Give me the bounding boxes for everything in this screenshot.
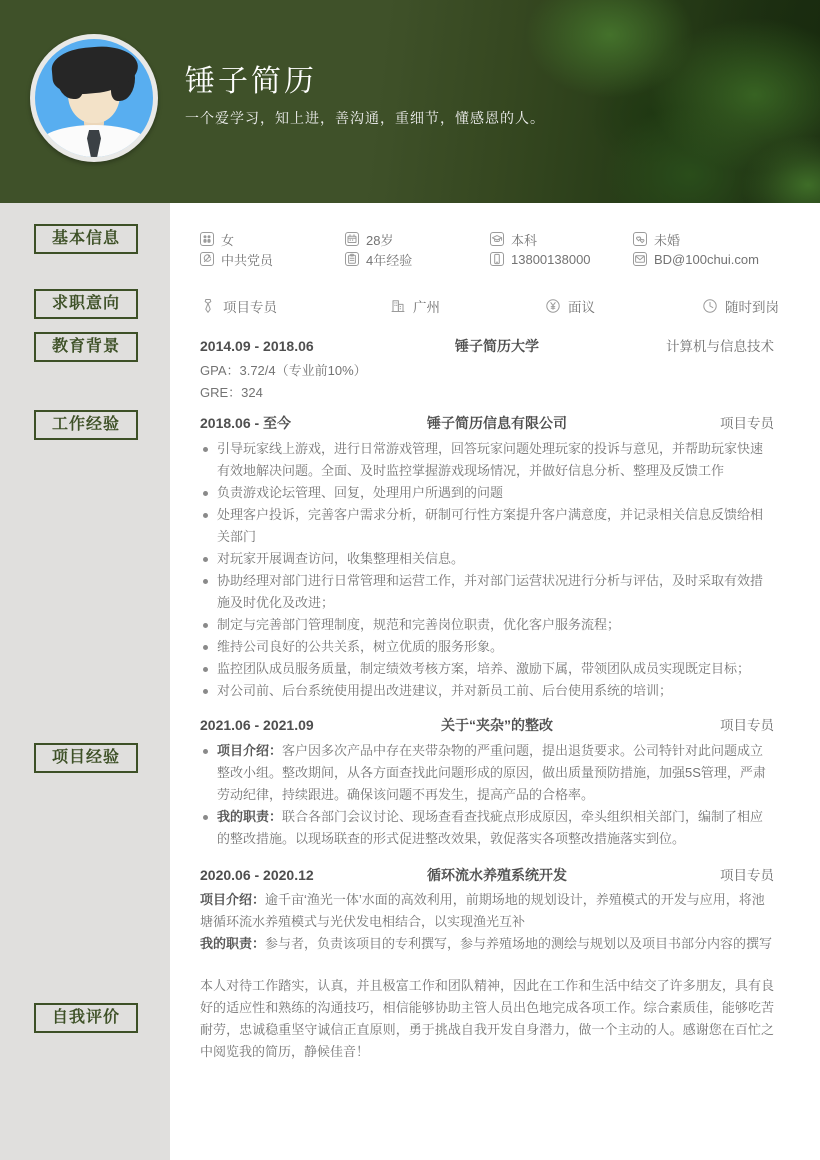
marital-icon — [633, 232, 647, 246]
sidebar-section-education: 教育背景 — [34, 332, 138, 362]
education-gpa: GPA：3.72/4（专业前10%） — [200, 363, 367, 378]
project2-intro — [200, 889, 774, 933]
project1-header — [200, 714, 774, 734]
education-details — [200, 360, 774, 404]
project2-period: 2020.06 - 2020.12 — [200, 867, 314, 883]
sidebar — [0, 203, 170, 1160]
avatar-illustration — [35, 39, 153, 157]
basic-info-party-value: 中共党员 — [221, 252, 274, 268]
project1-duty-label: 我的职责： — [217, 809, 283, 824]
project1-intro-label: 项目介绍： — [217, 743, 283, 758]
basic-info-experience — [345, 249, 490, 269]
basic-info-experience-value: 4年经验 — [366, 252, 413, 268]
basic-info-age — [345, 229, 490, 249]
education-major: 计算机与信息技术 — [666, 339, 774, 354]
job-intention-salary-value: 面议 — [568, 300, 595, 315]
email-icon — [633, 252, 647, 266]
project1-duty — [200, 806, 774, 850]
project2-intro-text: 逾千亩‘渔光一体’水面的高效利用，前期场地的规划设计，养殖模式的开发与应用，将池塘循环流水养殖模式与光伏发电相结合，以实现渔光互补 — [200, 892, 765, 929]
project2-duty — [200, 933, 774, 955]
basic-info-email — [633, 249, 774, 269]
project1-duty-text: 联合各部门会议讨论、现场查看查找疵点形成原因，牵头组织相关部门，编制了相应的整改措施。以现场联查的形式促进整改效果，敦促落实各项整改措施落实到位。 — [217, 809, 764, 846]
project1-period: 2021.06 - 2021.09 — [200, 717, 314, 733]
job-intention-position-value: 项目专员 — [223, 300, 277, 315]
project2-intro-label: 项目介绍： — [200, 892, 266, 907]
basic-info-phone — [490, 249, 633, 269]
project1-title: 关于“夹杂”的整改 — [441, 717, 553, 733]
main-content — [200, 203, 779, 1063]
education-period: 2014.09 - 2018.06 — [200, 338, 314, 354]
work-bullet: 协助经理对部门进行日常管理和运营工作，并对部门运营状况进行分析与评估，及时采取有效措施及时优化及改进； — [200, 570, 774, 614]
basic-info-party — [200, 249, 345, 269]
project2-role: 项目专员 — [720, 868, 774, 883]
work-bullet: 对公司前、后台系统使用提出改进建议，并对新员工前、后台使用系统的培训； — [200, 680, 774, 702]
project2-title: 循环流水养殖系统开发 — [427, 867, 567, 883]
work-period: 2018.06 - 至今 — [200, 415, 292, 431]
clock-icon — [702, 298, 718, 314]
basic-info-phone-value: 13800138000 — [511, 251, 591, 267]
work-role: 项目专员 — [720, 416, 774, 431]
project2-duty-label: 我的职责： — [200, 936, 266, 951]
job-intention-salary — [545, 296, 702, 316]
sidebar-section-work-experience: 工作经验 — [34, 410, 138, 440]
sidebar-section-project-experience: 项目经验 — [34, 743, 138, 773]
job-intention-city — [390, 296, 545, 316]
basic-info-gender — [200, 229, 345, 249]
resume-subtitle: 一个爱学习，知上进，善沟通，重细节，懂感恩的人。 — [185, 110, 545, 126]
gender-icon — [200, 232, 214, 246]
basic-info-email-value: BD@100chui.com — [654, 251, 759, 267]
education-gre: GRE：324 — [200, 385, 263, 400]
work-bullet-list — [200, 438, 774, 702]
project1-bullet-list — [200, 740, 774, 850]
work-bullet: 制定与完善部门管理制度，规范和完善岗位职责，优化客户服务流程； — [200, 614, 774, 636]
work-header — [200, 412, 774, 432]
basic-info-degree-value: 本科 — [511, 232, 538, 248]
age-icon — [345, 232, 359, 246]
project2-header — [200, 864, 774, 884]
education-school: 锤子简历大学 — [455, 338, 539, 354]
work-bullet: 监控团队成员服务质量，制定绩效考核方案，培养、激励下属，带领团队成员实现既定目标； — [200, 658, 774, 680]
basic-info-gender-value: 女 — [221, 232, 235, 248]
job-intention-city-value: 广州 — [413, 300, 440, 315]
experience-icon — [345, 252, 359, 266]
tie-icon — [200, 298, 216, 314]
building-icon — [390, 298, 406, 314]
phone-icon — [490, 252, 504, 266]
sidebar-section-self-evaluation: 自我评价 — [34, 1003, 138, 1033]
basic-info-age-value: 28岁 — [366, 232, 394, 248]
project1-role: 项目专员 — [720, 718, 774, 733]
sidebar-section-basic-info: 基本信息 — [34, 224, 138, 254]
work-bullet: 维持公司良好的公共关系，树立优质的服务形象。 — [200, 636, 774, 658]
job-intention-availability — [702, 296, 779, 316]
self-evaluation-paragraph: 本人对待工作踏实，认真，并且极富工作和团队精神，因此在工作和生活中结交了许多朋友，具有良好的适应性和熟练的沟通技巧，相信能够协助主管人员出色地完成各项工作。综合素质佳，能够吃苦耐劳，忠诚稳重坚守诚信正直原则，勇于挑战自我开发自身潜力，做一个主动的人。感谢您在百忙之中阅览我的简历，静候佳音！ — [200, 978, 774, 1059]
work-bullet: 对玩家开展调查访问，收集整理相关信息。 — [200, 548, 774, 570]
project1-intro — [200, 740, 774, 806]
job-intention-availability-value: 随时到岗 — [725, 300, 779, 315]
basic-info-grid — [200, 229, 774, 269]
degree-icon — [490, 232, 504, 246]
project2-body — [200, 889, 774, 955]
work-bullet: 处理客户投诉，完善客户需求分析，研制可行性方案提升客户满意度，并记录相关信息反馈给相关部门 — [200, 504, 774, 548]
job-intention-row — [200, 295, 779, 317]
education-header — [200, 335, 774, 355]
basic-info-marital-value: 未婚 — [654, 232, 681, 248]
header-banner — [0, 0, 820, 203]
project1-intro-text: 客户因多次产品中存在夹带杂物的严重问题，提出退货要求。公司特针对此问题成立整改小组。整改期间，从各方面查找此问题形成的原因，做出质量预防措施，加强5S管理，严肃劳动纪律，持续跟进。确保该问题不再发生，提高产品的合格率。 — [217, 743, 766, 802]
basic-info-marital — [633, 229, 774, 249]
work-bullet: 引导玩家线上游戏，进行日常游戏管理，回答玩家问题处理玩家的投诉与意见，并帮助玩家快速有效地解决问题。全面、及时监控掌握游戏现场情况，并做好信息分析、整理及反馈工作 — [200, 438, 774, 482]
avatar — [30, 34, 158, 162]
job-intention-position — [200, 296, 390, 316]
party-icon — [200, 252, 214, 266]
work-bullet: 负责游戏论坛管理、回复，处理用户所遇到的问题 — [200, 482, 774, 504]
project2-duty-text: 参与者，负责该项目的专利撰写，参与养殖场地的测绘与规划以及项目书部分内容的撰写 — [265, 936, 773, 951]
sidebar-section-job-intention: 求职意向 — [34, 289, 138, 319]
work-company: 锤子简历信息有限公司 — [427, 415, 567, 431]
resume-title: 锤子简历 — [185, 65, 317, 98]
basic-info-degree — [490, 229, 633, 249]
salary-icon — [545, 298, 561, 314]
